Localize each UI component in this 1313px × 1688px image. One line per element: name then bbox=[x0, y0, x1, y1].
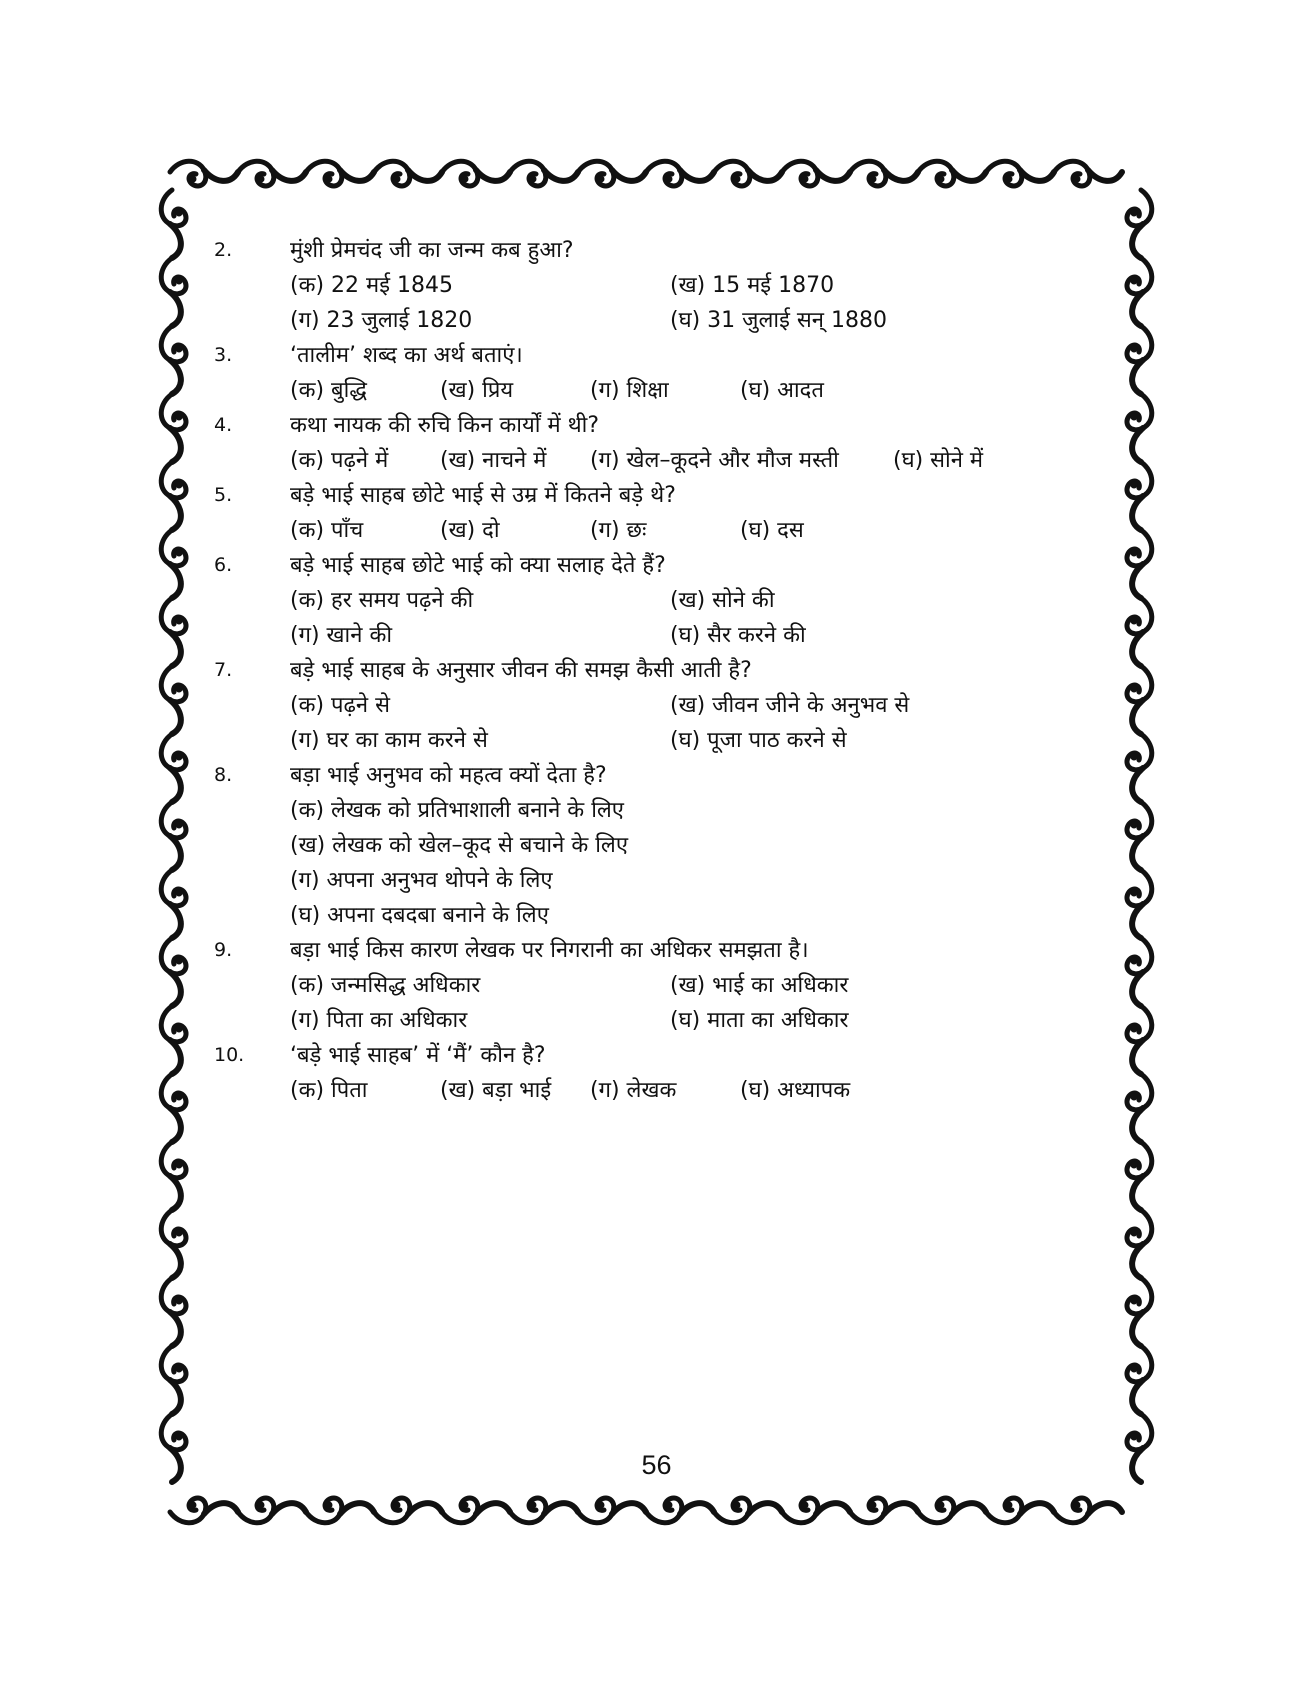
option-row bbox=[214, 513, 1074, 548]
option-kha: (ख) लेखक को खेल–कूद से बचाने के लिए bbox=[290, 833, 628, 858]
question-text: बड़े भाई साहब छोटे भाई को क्या सलाह देते हैं? bbox=[290, 553, 666, 578]
question-6 bbox=[214, 548, 1074, 583]
option-gha: (घ) माता का अधिकार bbox=[670, 1008, 849, 1033]
option-kha: (ख) सोने की bbox=[670, 588, 775, 613]
option-gha: (घ) 31 जुलाई सन् 1880 bbox=[670, 308, 887, 333]
option-kha: (ख) प्रिय bbox=[440, 378, 514, 403]
question-number: 5. bbox=[214, 484, 233, 506]
question-list bbox=[214, 233, 1074, 1108]
option-ga: (ग) शिक्षा bbox=[590, 378, 669, 403]
question-4 bbox=[214, 408, 1074, 443]
option-gha: (घ) सोने में bbox=[893, 448, 984, 473]
option-ga: (ग) लेखक bbox=[590, 1078, 677, 1103]
option-row bbox=[214, 303, 1074, 338]
option-ga: (ग) खाने की bbox=[290, 623, 393, 648]
question-8 bbox=[214, 758, 1074, 793]
option-ga: (ग) पिता का अधिकार bbox=[290, 1008, 468, 1033]
option-row bbox=[214, 898, 1074, 933]
question-number: 6. bbox=[214, 554, 233, 576]
option-ka: (क) पढ़ने से bbox=[290, 693, 391, 718]
question-number: 2. bbox=[214, 239, 233, 261]
question-text: बड़े भाई साहब के अनुसार जीवन की समझ कैसी आती है? bbox=[290, 658, 752, 683]
option-row bbox=[214, 968, 1074, 1003]
option-ka: (क) 22 मई 1845 bbox=[290, 273, 453, 298]
option-ka: (क) हर समय पढ़ने की bbox=[290, 588, 474, 613]
question-2 bbox=[214, 233, 1074, 268]
option-ka: (क) जन्मसिद्ध अधिकार bbox=[290, 973, 481, 998]
question-10 bbox=[214, 1038, 1074, 1073]
question-7 bbox=[214, 653, 1074, 688]
option-ga: (ग) घर का काम करने से bbox=[290, 728, 488, 753]
question-number: 7. bbox=[214, 659, 233, 681]
question-text: बड़े भाई साहब छोटे भाई से उम्र में कितने बड़े थे? bbox=[290, 483, 676, 508]
option-kha: (ख) जीवन जीने के अनुभव से bbox=[670, 693, 910, 718]
option-ka: (क) लेखक को प्रतिभाशाली बनाने के लिए bbox=[290, 798, 624, 823]
option-ga: (ग) अपना अनुभव थोपने के लिए bbox=[290, 868, 553, 893]
option-row bbox=[214, 863, 1074, 898]
option-gha: (घ) पूजा पाठ करने से bbox=[670, 728, 847, 753]
option-row bbox=[214, 268, 1074, 303]
question-number: 8. bbox=[214, 764, 233, 786]
option-kha: (ख) भाई का अधिकार bbox=[670, 973, 849, 998]
option-gha: (घ) सैर करने की bbox=[670, 623, 806, 648]
option-row bbox=[214, 1003, 1074, 1038]
option-ga: (ग) छः bbox=[590, 518, 647, 543]
option-row bbox=[214, 373, 1074, 408]
question-number: 9. bbox=[214, 939, 233, 961]
option-kha: (ख) 15 मई 1870 bbox=[670, 273, 835, 298]
question-5 bbox=[214, 478, 1074, 513]
question-3 bbox=[214, 338, 1074, 373]
option-ka: (क) पाँच bbox=[290, 518, 364, 543]
option-gha: (घ) दस bbox=[740, 518, 804, 543]
question-text: बड़ा भाई किस कारण लेखक पर निगरानी का अधिकर समझता है। bbox=[290, 938, 809, 963]
option-ka: (क) पिता bbox=[290, 1078, 368, 1103]
question-9 bbox=[214, 933, 1074, 968]
option-row bbox=[214, 828, 1074, 863]
option-row bbox=[214, 793, 1074, 828]
option-gha: (घ) आदत bbox=[740, 378, 824, 403]
option-kha: (ख) बड़ा भाई bbox=[440, 1078, 552, 1103]
page-number: 56 bbox=[641, 1450, 672, 1480]
option-row bbox=[214, 443, 1074, 478]
option-gha: (घ) अपना दबदबा बनाने के लिए bbox=[290, 903, 549, 928]
option-ka: (क) पढ़ने में bbox=[290, 448, 389, 473]
question-text: मुंशी प्रेमचंद जी का जन्म कब हुआ? bbox=[290, 238, 574, 263]
option-gha: (घ) अध्यापक bbox=[740, 1078, 851, 1103]
option-row bbox=[214, 1073, 1074, 1108]
option-row bbox=[214, 583, 1074, 618]
question-number: 3. bbox=[214, 344, 233, 366]
option-ga: (ग) 23 जुलाई 1820 bbox=[290, 308, 473, 333]
option-row bbox=[214, 723, 1074, 758]
question-text: ‘तालीम’ शब्द का अर्थ बताएं। bbox=[290, 343, 523, 368]
question-text: बड़ा भाई अनुभव को महत्व क्यों देता है? bbox=[290, 763, 607, 788]
question-text: कथा नायक की रुचि किन कार्यों में थी? bbox=[290, 413, 600, 438]
option-row bbox=[214, 688, 1074, 723]
option-kha: (ख) नाचने में bbox=[440, 448, 547, 473]
option-kha: (ख) दो bbox=[440, 518, 500, 543]
option-ka: (क) बुद्धि bbox=[290, 378, 367, 403]
question-number: 4. bbox=[214, 414, 233, 436]
option-row bbox=[214, 618, 1074, 653]
question-number: 10. bbox=[214, 1044, 245, 1066]
question-text: ‘बड़े भाई साहब’ में ‘मैं’ कौन है? bbox=[290, 1043, 546, 1068]
option-ga: (ग) खेल–कूदने और मौज मस्ती bbox=[590, 448, 839, 473]
